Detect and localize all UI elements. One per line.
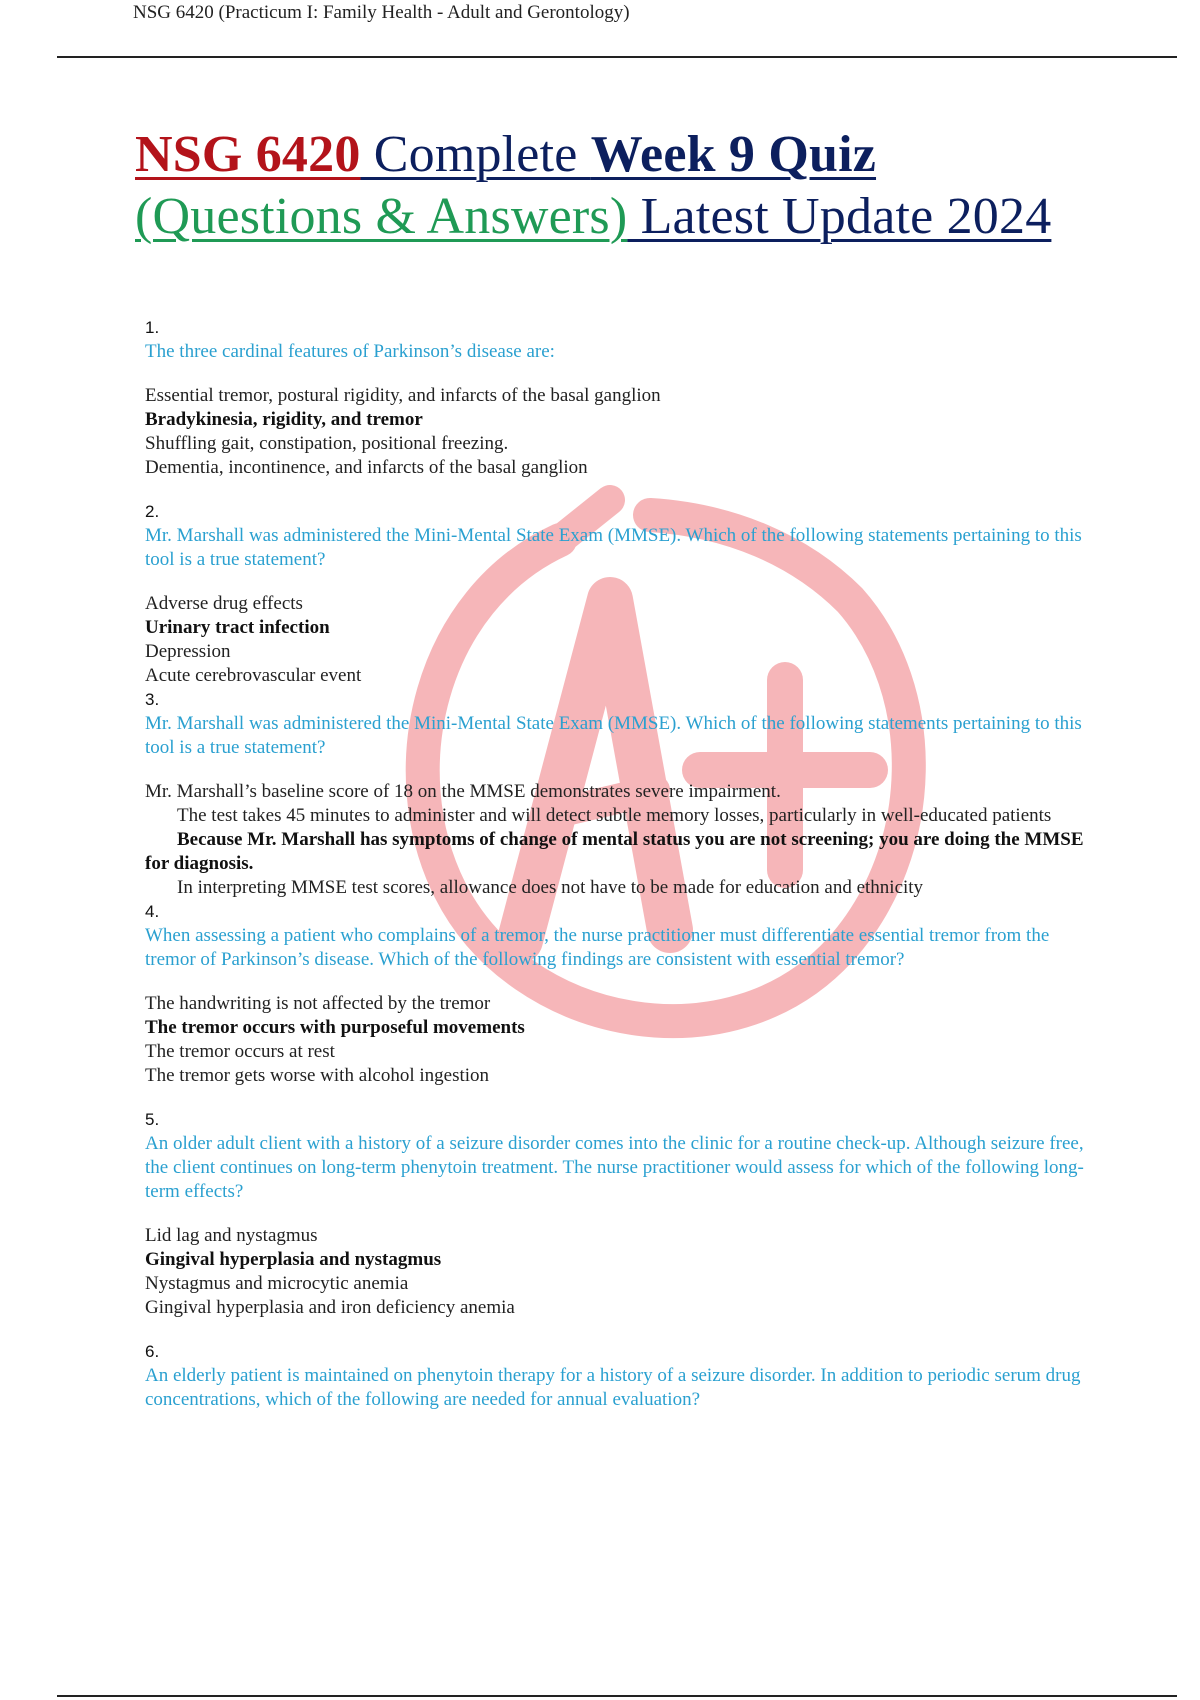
answer-options [145,592,1090,688]
answer-option: The tremor occurs at rest [145,1041,335,1062]
question-block [145,688,1090,900]
question-block [145,900,1090,1088]
question-text: Mr. Marshall was administered the Mini-Mental State Exam (MMSE). Which of the following statements pertaining to this tool is a true statement? [145,713,1082,758]
answer-option: Adverse drug effects [145,593,303,614]
correct-answer-option: Gingival hyperplasia and nystagmus [145,1249,442,1270]
answer-option: Essential tremor, postural rigidity, and infarcts of the basal ganglion [145,385,661,406]
answer-options [145,1224,1090,1320]
question-block [145,1108,1090,1320]
running-header: NSG 6420 (Practicum I: Family Health - Adult and Gerontology) [133,2,630,23]
question-text: Mr. Marshall was administered the Mini-Mental State Exam (MMSE). Which of the following statements pertaining to this tool is a true statement? [145,525,1082,570]
title-update: Latest Update 2024 [627,188,1052,245]
answer-option: Dementia, incontinence, and infarcts of the basal ganglion [145,457,588,478]
question-number: 6. [145,1342,160,1361]
correct-answer-option: Because Mr. Marshall has symptoms of change of mental status you are not screening; you are doing the MMSE for diagnosis. [145,829,1084,874]
answer-options [145,384,1090,480]
correct-answer-option: Urinary tract infection [145,617,330,638]
question-number: 4. [145,902,160,921]
answer-option: Shuffling gait, constipation, positional freezing. [145,433,509,454]
title-week-quiz: Week 9 Quiz [590,126,877,183]
answer-option: Gingival hyperplasia and iron deficiency anemia [145,1297,515,1318]
question-number: 3. [145,690,160,709]
answer-option: Lid lag and nystagmus [145,1225,318,1246]
title-qa: (Questions & Answers) [135,188,628,245]
quiz-content [145,310,1090,1412]
question-text: The three cardinal features of Parkinson’s disease are: [145,341,555,362]
correct-answer-option: The tremor occurs with purposeful movements [145,1017,525,1038]
question-number: 2. [145,502,160,521]
question-text: An elderly patient is maintained on phenytoin therapy for a history of a seizure disorder. In addition to periodic serum drug concentrations, which of the following are needed for annual evaluation? [145,1365,1081,1410]
title-complete: Complete [360,126,591,183]
question-block [145,500,1090,688]
question-number: 1. [145,318,160,337]
header-rule [57,56,1177,58]
answer-option: The tremor gets worse with alcohol ingestion [145,1065,490,1086]
question-number: 5. [145,1110,160,1129]
title-course-code: NSG 6420 [135,126,361,183]
correct-answer-option: Bradykinesia, rigidity, and tremor [145,409,423,430]
question-text: When assessing a patient who complains of a tremor, the nurse practitioner must differentiate essential tremor from the tremor of Parkinson’s disease. Which of the following findings are consistent with essential tremor? [145,925,1050,970]
question-block [145,1340,1090,1412]
answer-options [145,992,1090,1088]
document-title [135,124,1135,248]
answer-options [145,780,1090,900]
answer-option: The test takes 45 minutes to administer and will detect subtle memory losses, particularly in well-educated patients [177,805,1052,826]
question-block [145,316,1090,480]
answer-option: Mr. Marshall’s baseline score of 18 on the MMSE demonstrates severe impairment. [145,781,781,802]
answer-option: The handwriting is not affected by the tremor [145,993,491,1014]
answer-option: In interpreting MMSE test scores, allowance does not have to be made for education and ethnicity [177,877,924,898]
answer-option: Nystagmus and microcytic anemia [145,1273,409,1294]
footer-rule [57,1695,1177,1697]
answer-option: Acute cerebrovascular event [145,665,362,686]
answer-option: Depression [145,641,231,662]
question-text: An older adult client with a history of a seizure disorder comes into the clinic for a routine check-up. Although seizure free, the client continues on long-term phenytoin treatment. The nurse practitioner would assess for which of the following long-term effects? [145,1133,1084,1202]
